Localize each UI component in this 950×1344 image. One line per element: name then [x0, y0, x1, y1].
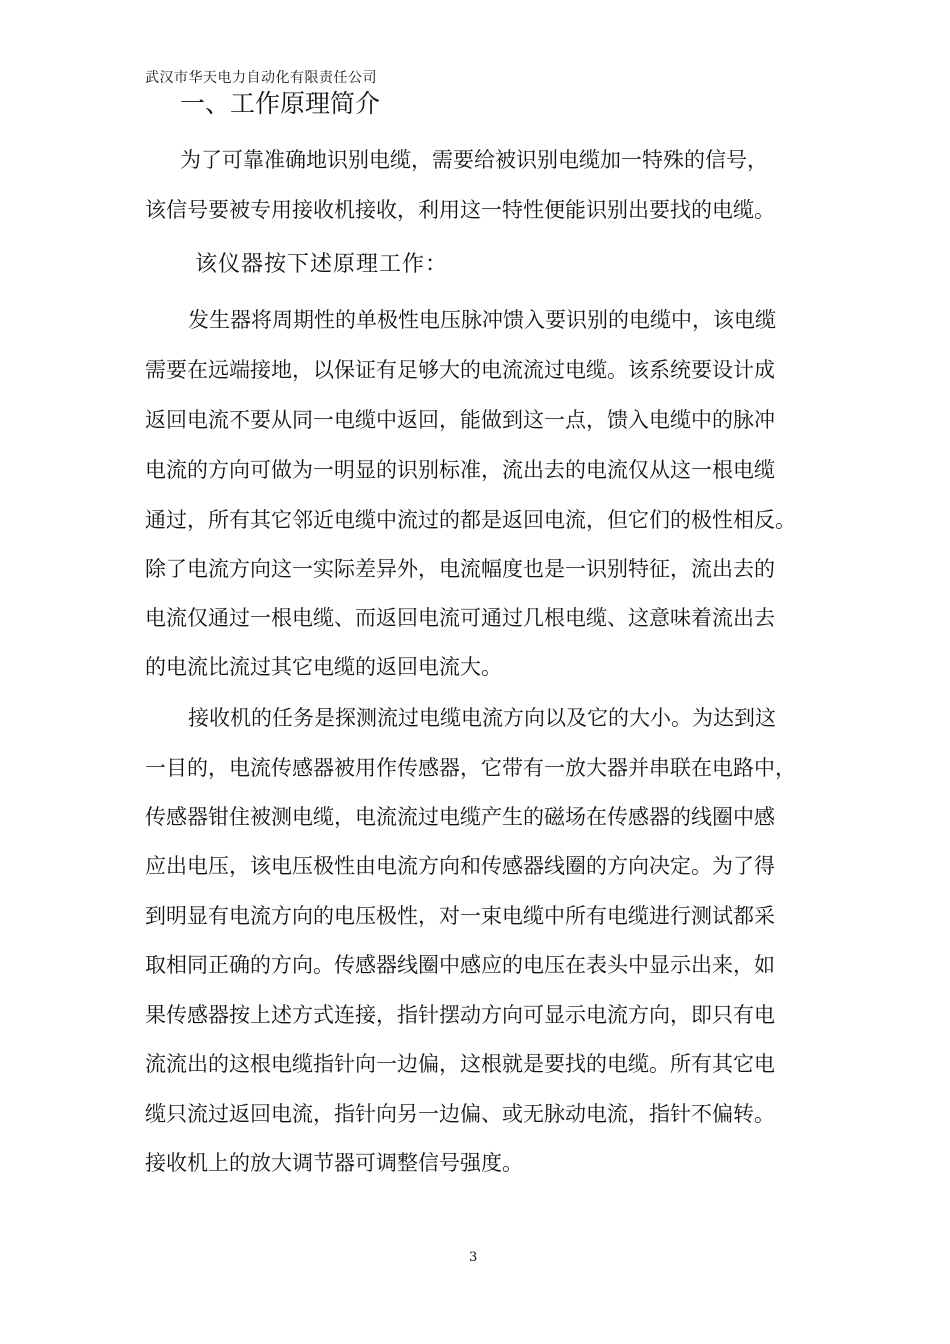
- paragraph1-line: 发生器将周期性的单极性电压脉冲馈入要识别的电缆中，该电缆: [188, 308, 776, 332]
- paragraph2-line: 应出电压，该电压极性由电流方向和传感器线圈的方向决定。为了得: [145, 854, 775, 878]
- intro-line: 为了可靠准确地识别电缆，需要给被识别电缆加一特殊的信号，: [180, 148, 768, 172]
- page-number: 3: [469, 1250, 478, 1265]
- company-header: 武汉市华天电力自动化有限责任公司: [145, 70, 377, 86]
- paragraph1-line: 的电流比流过其它电缆的返回电流大。: [145, 655, 502, 679]
- paragraph1-line: 需要在远端接地，以保证有足够大的电流流过电缆。该系统要设计成: [145, 358, 775, 382]
- paragraph1-line: 通过，所有其它邻近电缆中流过的都是返回电流，但它们的极性相反。: [145, 508, 796, 532]
- paragraph2-line: 缆只流过返回电流，指针向另一边偏、或无脉动电流，指针不偏转。: [145, 1102, 775, 1126]
- subheading: 该仪器按下述原理工作：: [195, 252, 449, 277]
- paragraph2-line: 接收机的任务是探测流过电缆电流方向以及它的大小。为达到这: [188, 706, 776, 730]
- paragraph2-line: 流流出的这根电缆指针向一边偏，这根就是要找的电缆。所有其它电: [145, 1052, 775, 1076]
- paragraph1-line: 电流仅通过一根电缆、而返回电流可通过几根电缆、这意味着流出去: [145, 606, 775, 630]
- paragraph2-line: 到明显有电流方向的电压极性，对一束电缆中所有电缆进行测试都采: [145, 904, 775, 928]
- paragraph1-line: 除了电流方向这一实际差异外，电流幅度也是一识别特征，流出去的: [145, 557, 775, 581]
- paragraph2-line: 一目的，电流传感器被用作传感器，它带有一放大器并串联在电路中，: [145, 756, 796, 780]
- paragraph1-line: 电流的方向可做为一明显的识别标准，流出去的电流仅从这一根电缆: [145, 458, 775, 482]
- paragraph1-line: 返回电流不要从同一电缆中返回，能做到这一点，馈入电缆中的脉冲: [145, 408, 775, 432]
- paragraph2-line: 取相同正确的方向。传感器线圈中感应的电压在表头中显示出来，如: [145, 953, 775, 977]
- paragraph2-line: 接收机上的放大调节器可调整信号强度。: [145, 1151, 523, 1175]
- intro-line: 该信号要被专用接收机接收，利用这一特性便能识别出要找的电缆。: [145, 198, 775, 222]
- paragraph2-line: 传感器钳住被测电缆，电流流过电缆产生的磁场在传感器的线圈中感: [145, 805, 775, 829]
- paragraph2-line: 果传感器按上述方式连接，指针摆动方向可显示电流方向，即只有电: [145, 1003, 775, 1027]
- section-title: 一、工作原理简介: [180, 89, 381, 118]
